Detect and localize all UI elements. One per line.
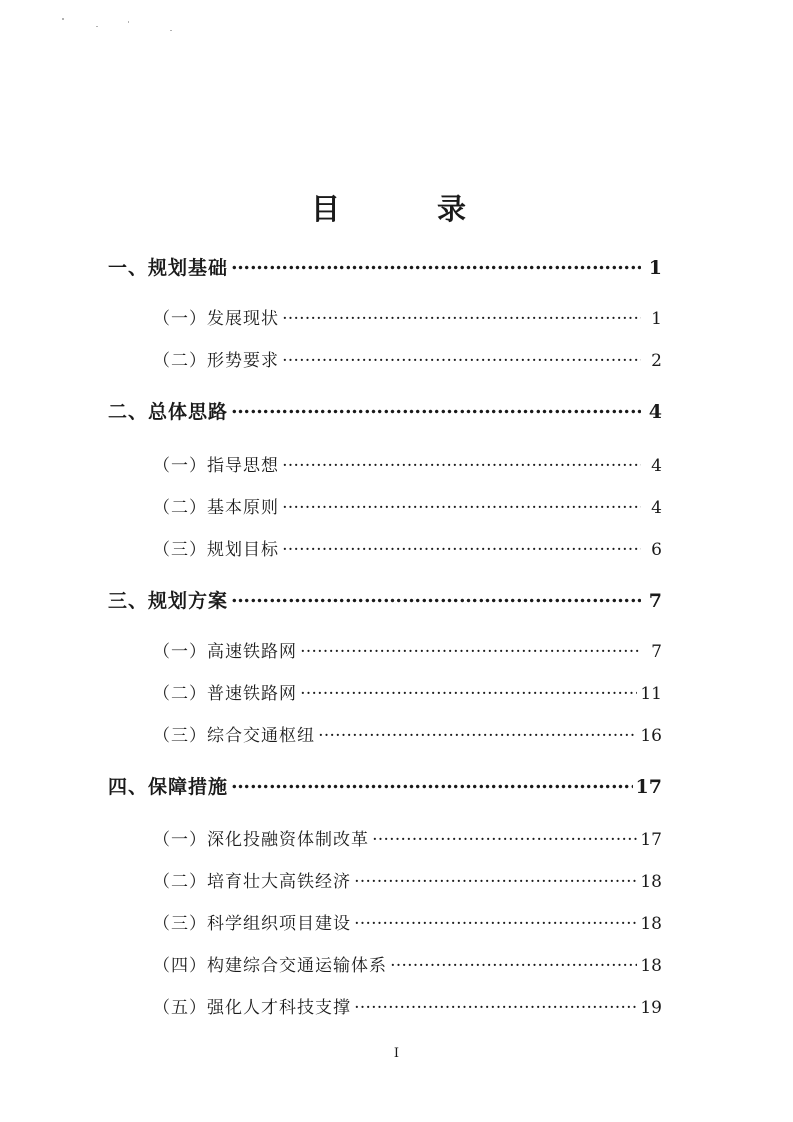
toc-entry-label: 二、总体思路	[108, 401, 229, 423]
toc-page-number: 4	[648, 401, 662, 423]
toc-entry-subsection[interactable]	[153, 909, 662, 934]
toc-entry-subsection[interactable]	[153, 825, 662, 850]
toc-dot-leader	[282, 538, 641, 555]
toc-page-number: 19	[640, 998, 662, 1018]
toc-page-number: 7	[648, 590, 662, 612]
toc-entry-label: （四）构建综合交通运输体系	[153, 956, 387, 976]
toc-page-number: 11	[640, 684, 662, 704]
toc-entry-label: （二）基本原则	[153, 498, 279, 518]
toc-entry-subsection[interactable]	[153, 451, 662, 476]
toc-entry-label: （二）形势要求	[153, 351, 279, 371]
toc-entry-subsection[interactable]	[153, 346, 662, 371]
toc-entry-subsection[interactable]	[153, 993, 662, 1018]
toc-dot-leader	[354, 912, 637, 929]
scan-speck	[96, 26, 98, 27]
toc-entry-subsection[interactable]	[153, 304, 662, 329]
footer-page-number: I	[393, 1046, 400, 1061]
toc-entry-label: 一、规划基础	[108, 257, 229, 279]
toc-dot-leader	[300, 640, 641, 657]
toc-page-number: 18	[640, 956, 662, 976]
toc-page-number: 17	[640, 830, 662, 850]
toc-entry-subsection[interactable]	[153, 721, 662, 746]
scan-speck	[62, 18, 64, 20]
toc-page-number: 16	[640, 726, 662, 746]
toc-entry-subsection[interactable]	[153, 867, 662, 892]
toc-entry-section[interactable]	[108, 253, 662, 280]
toc-dot-leader	[372, 828, 637, 845]
toc-dot-leader	[282, 349, 641, 366]
toc-page-number: 2	[651, 351, 662, 371]
toc-page-number: 1	[651, 309, 662, 329]
toc-page-number: 6	[651, 540, 662, 560]
toc-dot-leader	[231, 255, 641, 274]
toc-dot-leader	[300, 682, 637, 699]
toc-entry-section[interactable]	[108, 397, 662, 424]
toc-entry-subsection[interactable]	[153, 679, 662, 704]
toc-page-number: 18	[640, 914, 662, 934]
toc-entry-label: （一）指导思想	[153, 456, 279, 476]
scan-speck	[170, 30, 172, 31]
toc-entry-label: （五）强化人才科技支撑	[153, 998, 351, 1018]
toc-dot-leader	[282, 496, 641, 513]
toc-entry-subsection[interactable]	[153, 951, 662, 976]
toc-dot-leader	[231, 588, 641, 607]
toc-entry-label: 三、规划方案	[108, 590, 229, 612]
toc-page-number: 4	[651, 456, 662, 476]
toc-entry-label: （一）发展现状	[153, 309, 279, 329]
toc-entry-label: （二）培育壮大高铁经济	[153, 872, 351, 892]
toc-page-number: 1	[648, 257, 662, 279]
toc-entry-label: （一）深化投融资体制改革	[153, 830, 369, 850]
toc-page-number: 18	[640, 872, 662, 892]
toc-entry-label: （三）规划目标	[153, 540, 279, 560]
toc-dot-leader	[282, 307, 641, 324]
toc-entry-label: （三）综合交通枢纽	[153, 726, 315, 746]
toc-entry-label: 四、保障措施	[108, 776, 229, 798]
toc-entry-section[interactable]	[108, 772, 662, 799]
toc-entry-label: （一）高速铁路网	[153, 642, 297, 662]
toc-entry-subsection[interactable]	[153, 637, 662, 662]
scan-speck	[128, 21, 129, 23]
toc-dot-leader	[231, 399, 641, 418]
toc-dot-leader	[354, 996, 637, 1013]
toc-entry-subsection[interactable]	[153, 535, 662, 560]
toc-page-number: 7	[651, 642, 662, 662]
toc-dot-leader	[390, 954, 637, 971]
toc-entry-label: （二）普速铁路网	[153, 684, 297, 704]
toc-dot-leader	[318, 724, 637, 741]
toc-entry-label: （三）科学组织项目建设	[153, 914, 351, 934]
toc-page-number: 4	[651, 498, 662, 518]
toc-title: 目 录	[310, 192, 500, 226]
toc-dot-leader	[354, 870, 637, 887]
toc-entry-section[interactable]	[108, 586, 662, 613]
toc-entry-subsection[interactable]	[153, 493, 662, 518]
toc-dot-leader	[282, 454, 641, 471]
toc-dot-leader	[231, 774, 633, 793]
toc-page-number: 17	[635, 776, 662, 798]
